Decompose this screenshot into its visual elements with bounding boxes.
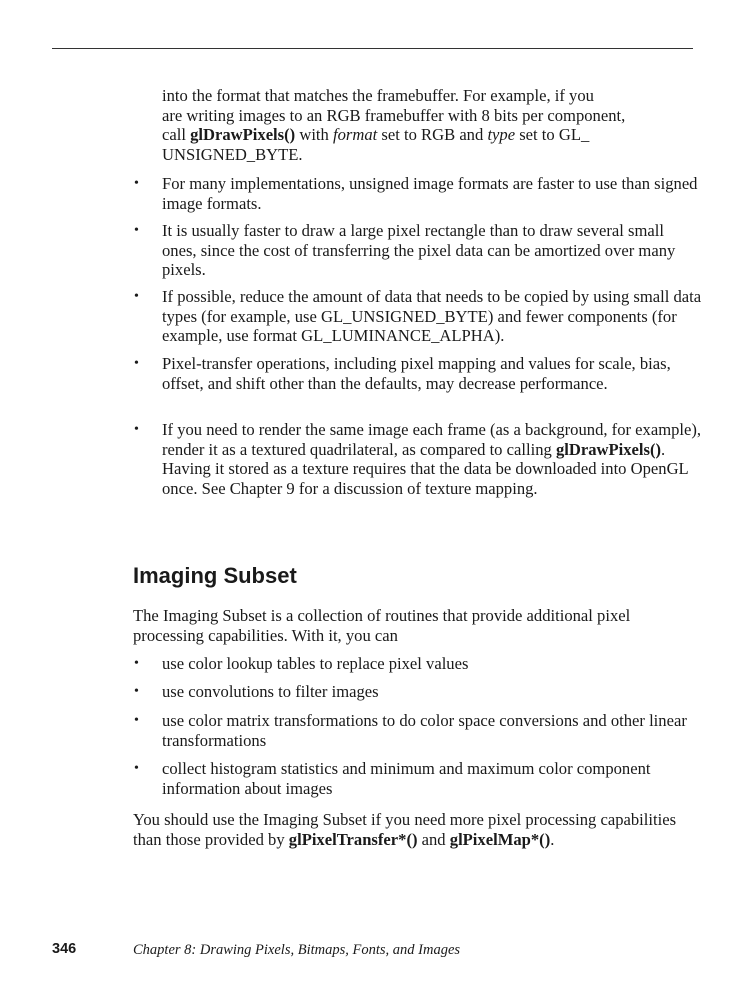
bullet-marker: • bbox=[134, 289, 139, 304]
continuation-line: UNSIGNED_BYTE. bbox=[162, 144, 303, 164]
text-run: set to RGB and bbox=[377, 125, 488, 144]
text-run: If you need to render the same image each frame (as a background, for example), render it as a textured quadrilateral, as compared to calling bbox=[162, 420, 702, 459]
closing-paragraph bbox=[133, 810, 703, 849]
tip-item: Pixel-transfer operations, including pixel mapping and values for scale, bias, offset, and shift other than the defaults, may decrease performance. bbox=[162, 354, 671, 393]
tip-item bbox=[162, 420, 702, 498]
bullet-marker: • bbox=[134, 713, 139, 728]
param-name: format bbox=[333, 125, 378, 144]
bullet-marker: • bbox=[134, 422, 139, 437]
tip-item: For many implementations, unsigned image formats are faster to use than signed image formats. bbox=[162, 174, 698, 213]
function-name: glDrawPixels() bbox=[555, 439, 662, 459]
bullet-marker: • bbox=[134, 684, 139, 699]
page-number: 346 bbox=[52, 941, 77, 957]
function-name: glPixelMap*() bbox=[449, 829, 551, 849]
tip-item: It is usually faster to draw a large pixel rectangle than to draw several small ones, since the cost of transferring the pixel data can be amortized over many pixels. bbox=[162, 221, 676, 279]
header-rule bbox=[52, 48, 693, 49]
text-run: You should use the Imaging Subset if you need more pixel processing capabilities than those provided by bbox=[133, 810, 677, 849]
running-footer-title: Chapter 8: Drawing Pixels, Bitmaps, Fonts, and Images bbox=[133, 942, 461, 958]
bullet-marker: • bbox=[134, 656, 139, 671]
feature-item: use convolutions to filter images bbox=[162, 682, 379, 701]
bullet-marker: • bbox=[134, 761, 139, 776]
text-run: set to GL_ bbox=[515, 125, 590, 144]
function-name: glDrawPixels() bbox=[190, 125, 296, 144]
bullet-marker: • bbox=[134, 176, 139, 191]
text-run: . bbox=[550, 829, 555, 849]
text-run: with bbox=[295, 125, 333, 144]
text-run: call bbox=[162, 125, 191, 144]
tip-item: If possible, reduce the amount of data that needs to be copied by using small data types (for example, use GL_UNSIGNED_BYTE) and fewer components (for example, use format GL_LUMINANCE_ALPHA). bbox=[162, 287, 702, 345]
function-name: glPixelTransfer*() bbox=[288, 829, 418, 849]
continuation-paragraph bbox=[162, 86, 702, 164]
bullet-marker: • bbox=[134, 223, 139, 238]
text-run: . Having it stored as a texture requires that the data be downloaded into OpenGL once. See Chapter 9 for a discussion of texture mapping. bbox=[162, 439, 689, 498]
section-heading: Imaging Subset bbox=[133, 563, 297, 588]
section-intro: The Imaging Subset is a collection of routines that provide additional pixel processing capabilities. With it, you can bbox=[133, 606, 631, 645]
text-run: and bbox=[417, 829, 450, 849]
feature-item: use color lookup tables to replace pixel values bbox=[162, 654, 469, 673]
feature-item: use color matrix transformations to do color space conversions and other linear transformations bbox=[162, 711, 687, 750]
feature-item: collect histogram statistics and minimum and maximum color component information about images bbox=[162, 759, 651, 798]
param-name: type bbox=[487, 125, 516, 144]
continuation-line: are writing images to an RGB framebuffer with 8 bits per component, bbox=[162, 105, 626, 125]
bullet-marker: • bbox=[134, 356, 139, 371]
continuation-line: into the format that matches the framebuffer. For example, if you bbox=[162, 86, 594, 105]
